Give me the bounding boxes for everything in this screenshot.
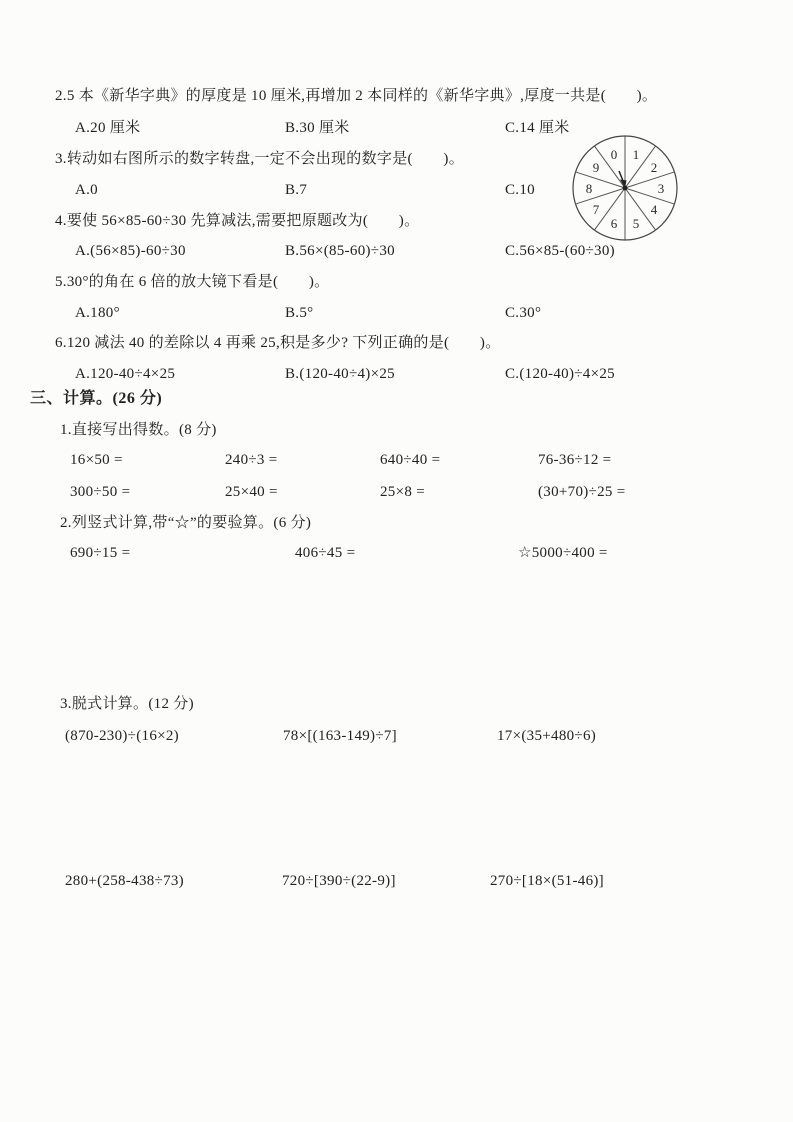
question-2-option-c: C.14 厘米 <box>505 120 570 136</box>
vertical-calc-c2: 406÷45 = <box>295 545 356 561</box>
question-6-option-c: C.(120-40)÷4×25 <box>505 366 615 382</box>
vertical-calc-c3: ☆5000÷400 = <box>518 545 608 561</box>
spinner-number-0: 0 <box>610 147 618 162</box>
spinner-number-4: 4 <box>650 202 658 217</box>
oral-calc-r2-c3: 25×8 = <box>380 484 425 500</box>
question-3-option-c: C.10 <box>505 182 535 198</box>
spinner-number-3: 3 <box>657 181 665 196</box>
question-5-option-a: A.180° <box>75 305 120 321</box>
oral-calc-r1-c3: 640÷40 = <box>380 452 441 468</box>
oral-calc-r2-c2: 25×40 = <box>225 484 278 500</box>
question-2-option-b: B.30 厘米 <box>285 120 350 136</box>
oral-calc-r1-c4: 76-36÷12 = <box>538 452 612 468</box>
step-calc-r2-c1: 280+(258-438÷73) <box>65 873 184 889</box>
question-4-text: 4.要使 56×85-60÷30 先算减法,需要把原题改为( )。 <box>55 213 420 229</box>
question-4-option-c: C.56×85-(60÷30) <box>505 243 615 259</box>
question-3-option-b: B.7 <box>285 182 308 198</box>
number-spinner-wheel <box>570 133 680 243</box>
section-3-heading: 三、计算。(26 分) <box>30 390 163 407</box>
question-6-option-a: A.120-40÷4×25 <box>75 366 176 382</box>
question-4-option-b: B.56×(85-60)÷30 <box>285 243 395 259</box>
step-calc-r1-c1: (870-230)÷(16×2) <box>65 728 179 744</box>
question-2-text: 2.5 本《新华字典》的厚度是 10 厘米,再增加 2 本同样的《新华字典》,厚度一共是( )。 <box>55 88 658 104</box>
item-1-label: 1.直接写出得数。(8 分) <box>60 422 217 438</box>
question-4-option-a: A.(56×85)-60÷30 <box>75 243 186 259</box>
spinner-number-6: 6 <box>610 216 618 231</box>
oral-calc-r2-c4: (30+70)÷25 = <box>538 484 626 500</box>
step-calc-r1-c2: 78×[(163-149)÷7] <box>283 728 397 744</box>
item-3-label: 3.脱式计算。(12 分) <box>60 696 194 712</box>
question-6-option-b: B.(120-40÷4)×25 <box>285 366 395 382</box>
spinner-number-1: 1 <box>632 147 640 162</box>
question-5-option-c: C.30° <box>505 305 542 321</box>
question-5-option-b: B.5° <box>285 305 314 321</box>
spinner-number-5: 5 <box>632 216 640 231</box>
oral-calc-r1-c2: 240÷3 = <box>225 452 278 468</box>
spinner-number-8: 8 <box>585 181 593 196</box>
step-calc-r1-c3: 17×(35+480÷6) <box>497 728 597 744</box>
item-2-label: 2.列竖式计算,带“☆”的要验算。(6 分) <box>60 515 312 531</box>
question-3-text: 3.转动如右图所示的数字转盘,一定不会出现的数字是( )。 <box>55 151 464 167</box>
spinner-number-9: 9 <box>592 160 600 175</box>
vertical-calc-c1: 690÷15 = <box>70 545 131 561</box>
spinner-number-2: 2 <box>650 160 658 175</box>
question-2-option-a: A.20 厘米 <box>75 120 141 136</box>
spinner-number-7: 7 <box>592 202 600 217</box>
question-5-text: 5.30°的角在 6 倍的放大镜下看是( )。 <box>55 274 330 290</box>
oral-calc-r1-c1: 16×50 = <box>70 452 123 468</box>
step-calc-r2-c3: 270÷[18×(51-46)] <box>490 873 604 889</box>
step-calc-r2-c2: 720÷[390÷(22-9)] <box>282 873 396 889</box>
question-3-option-a: A.0 <box>75 182 98 198</box>
oral-calc-r2-c1: 300÷50 = <box>70 484 131 500</box>
question-6-text: 6.120 减法 40 的差除以 4 再乘 25,积是多少? 下列正确的是( )。 <box>55 335 501 351</box>
